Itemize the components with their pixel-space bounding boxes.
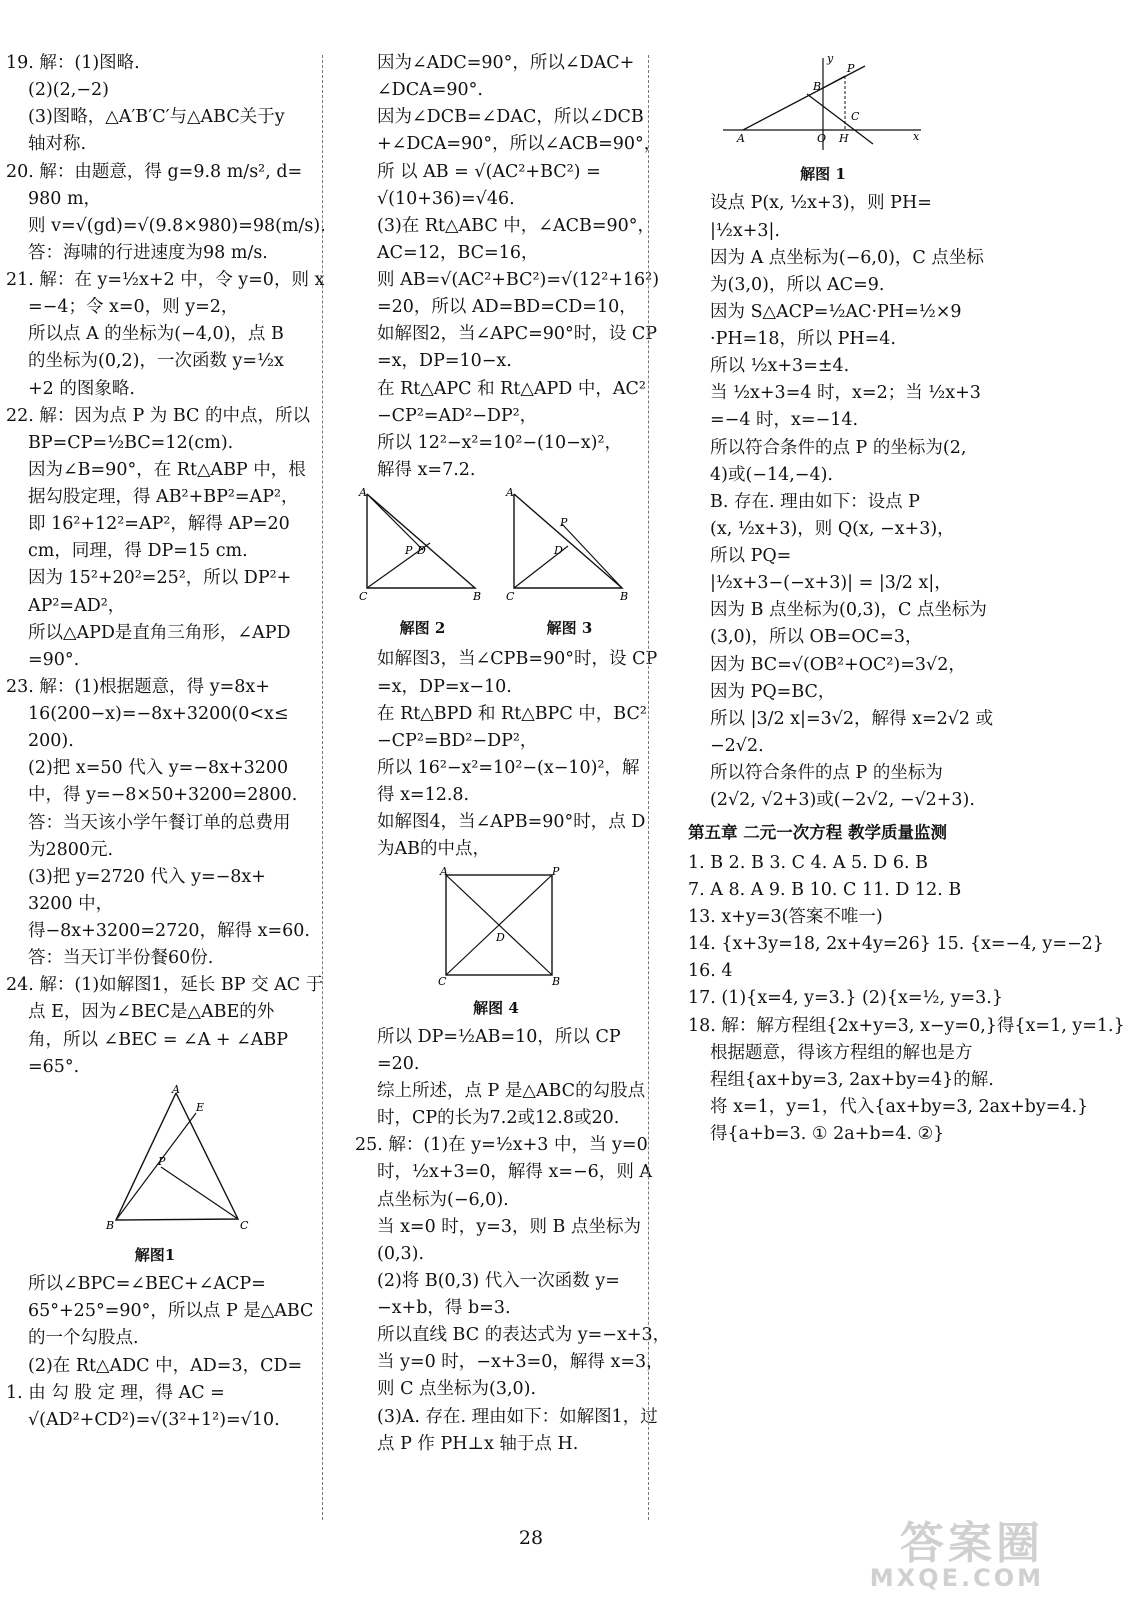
- answer-column-2: [355, 50, 671, 1560]
- text-line: 将 x=1，y=1，代入{ax+by=3, 2ax+by=4.}: [710, 1096, 1089, 1117]
- text-line: 所以 16²−x²=10²−(x−10)²，解: [377, 757, 640, 778]
- text-line: −x+b，得 b=3.: [377, 1298, 511, 1318]
- text-line: 则 C 点坐标为(3,0).: [377, 1379, 537, 1400]
- text-line: cm，同理，得 DP=15 cm.: [28, 541, 248, 562]
- svg-text:B: B: [620, 590, 629, 603]
- text-line: 13. x+y=3(答案不唯一): [688, 907, 883, 928]
- svg-text:D: D: [496, 931, 505, 945]
- text-line: 当 ½x+3=4 时，x=2；当 ½x+3: [710, 383, 981, 404]
- svg-text:P: P: [560, 516, 568, 529]
- svg-text:E: E: [196, 1100, 205, 1114]
- text-line: (2)(2,−2): [28, 80, 109, 101]
- solution-figure-3: [502, 488, 637, 644]
- text-line: 980 m，: [28, 188, 102, 209]
- right-triangle-figure-3: [502, 488, 637, 608]
- figure-caption: 解图 3: [546, 619, 593, 638]
- rectangle-figure-4: [416, 867, 576, 987]
- text-line: 16(200−x)=−8x+3200(0<x≤: [28, 704, 289, 724]
- svg-text:H: H: [839, 132, 849, 145]
- text-line: 4)或(−14,−4).: [710, 464, 833, 485]
- svg-text:C: C: [506, 590, 515, 603]
- watermark-url: MXQE.COM: [869, 1564, 1044, 1592]
- text-line: 的一个勾股点.: [28, 1328, 139, 1349]
- text-line: =−4 时，x=−14.: [710, 410, 859, 431]
- watermark-logo-text: 答案圈: [900, 1518, 1044, 1569]
- svg-text:B: B: [552, 975, 561, 989]
- text-line: 设点 P(x, ½x+3)，则 PH=: [710, 193, 932, 214]
- text-line: 所以 PQ=: [710, 546, 792, 566]
- text-line: √(10+36)=√46.: [377, 188, 515, 209]
- text-line: 为AB的中点，: [377, 839, 490, 860]
- column2-text-continued: [355, 1024, 671, 1458]
- text-line: (3)A. 存在. 理由如下：如解图1，过: [377, 1406, 658, 1427]
- text-line: 答：当天订半份餐60份.: [28, 948, 214, 969]
- text-line: 点 P 作 PH⊥x 轴于点 H.: [377, 1433, 579, 1454]
- chapter-title: 第五章 二元一次方程 教学质量监测: [688, 823, 947, 843]
- svg-text:C: C: [240, 1218, 249, 1232]
- text-line: 所以△APD是直角三角形，∠APD: [28, 622, 291, 643]
- column2-text-middle: [355, 646, 658, 863]
- text-line: |½x+3−(−x+3)| = |3/2 x|，: [710, 573, 952, 594]
- text-line: 所以 12²−x²=10²−(10−x)²，: [377, 432, 622, 453]
- text-line: (2√2, √2+3)或(−2√2, −√2+3).: [710, 790, 975, 811]
- text-line: 14. {x+3y=18, 2x+4y=26} 15. {x=−4, y=−2}: [688, 934, 1104, 955]
- text-line: 所以 DP=½AB=10，所以 CP: [377, 1026, 621, 1047]
- text-line: 所 以 AB = √(AC²+BC²) =: [377, 161, 601, 182]
- svg-text:D: D: [417, 544, 426, 557]
- text-line: (3,0)，所以 OB=OC=3，: [710, 627, 923, 648]
- svg-text:A: A: [440, 865, 448, 879]
- text-line: 中，得 y=−8×50+3200=2800.: [28, 785, 298, 806]
- answer-column-1: [6, 50, 326, 1560]
- text-line: 当 y=0 时，−x+3=0，解得 x=3，: [377, 1352, 664, 1373]
- text-line: (2)把 x=50 代入 y=−8x+3200: [28, 758, 289, 779]
- text-line: (3)把 y=2720 代入 y=−8x+: [28, 866, 266, 887]
- text-line: (x, ½x+3)，则 Q(x, −x+3)，: [710, 518, 955, 539]
- text-line: 因为 A 点坐标为(−6,0)，C 点坐标: [710, 247, 984, 268]
- text-line: B. 存在. 理由如下：设点 P: [710, 491, 920, 512]
- text-line: 当 x=0 时，y=3，则 B 点坐标为: [377, 1216, 641, 1237]
- text-line: 角，所以 ∠BEC = ∠A + ∠ABP: [28, 1029, 289, 1050]
- text-line: 19. 解：(1)图略.: [6, 53, 140, 73]
- text-line: BP=CP=½BC=12(cm).: [28, 432, 234, 453]
- text-line: =90°.: [28, 649, 80, 670]
- svg-text:P: P: [552, 865, 560, 879]
- text-line: 时，CP的长为7.2或12.8或20.: [377, 1108, 620, 1129]
- solution-figure-2: [355, 488, 490, 644]
- text-line: 因为∠ADC=90°，所以∠DAC+: [377, 53, 635, 73]
- text-line: +2 的图象略.: [28, 378, 135, 399]
- solution-figure-1-coordinate: [688, 54, 958, 186]
- text-line: AP²=AD²，: [28, 595, 126, 616]
- svg-text:x: x: [913, 130, 920, 143]
- text-line: (3)在 Rt△ABC 中，∠ACB=90°，: [377, 215, 656, 236]
- text-line: AC=12，BC=16，: [377, 242, 539, 263]
- text-line: 1. 由 勾 股 定 理，得 AC =: [6, 1382, 225, 1403]
- svg-text:y: y: [827, 52, 834, 65]
- text-line: 所以符合条件的点 P 的坐标为(2,: [710, 437, 967, 458]
- svg-text:P: P: [847, 62, 855, 75]
- text-line: 因为 B 点坐标为(0,3)，C 点坐标为: [710, 600, 987, 621]
- text-line: ∠DCA=90°.: [377, 80, 483, 101]
- text-line: 23. 解：(1)根据题意，得 y=8x+: [6, 676, 270, 697]
- text-line: 则 v=√(gd)=√(9.8×980)=98(m/s).: [28, 215, 326, 236]
- text-line: 所以直线 BC 的表达式为 y=−x+3，: [377, 1325, 671, 1346]
- figure-caption: 解图1: [134, 1245, 176, 1264]
- text-line: 即 16²+12²=AP²，解得 AP=20: [28, 514, 290, 535]
- text-line: 17. (1){x=4, y=3.} (2){x=½, y=3.}: [688, 988, 1003, 1009]
- text-line: 为2800元.: [28, 839, 114, 860]
- text-line: −CP²=AD²−DP²，: [377, 405, 538, 426]
- text-line: 因为 15²+20²=25²，所以 DP²+: [28, 568, 292, 589]
- text-line: −CP²=BD²−DP²，: [377, 730, 538, 751]
- svg-text:P: P: [405, 544, 413, 557]
- text-line: 21. 解：在 y=½x+2 中，令 y=0，则 x: [6, 270, 325, 290]
- text-line: 解得 x=7.2.: [377, 459, 476, 480]
- text-line: 根据题意，得该方程组的解也是方: [710, 1042, 973, 1063]
- text-line: (2)在 Rt△ADC 中，AD=3，CD=: [28, 1355, 303, 1376]
- text-line: 7. A 8. A 9. B 10. C 11. D 12. B: [688, 879, 962, 900]
- text-line: 如解图2，当∠APC=90°时，设 CP: [377, 324, 658, 345]
- column-divider: [322, 55, 323, 1520]
- text-line: 得 x=12.8.: [377, 785, 470, 805]
- text-line: 时，½x+3=0，解得 x=−6，则 A: [377, 1162, 653, 1183]
- text-line: 所以∠BPC=∠BEC+∠ACP=: [28, 1274, 266, 1295]
- page-number: 28: [518, 1527, 544, 1549]
- text-line: 答：海啸的行进速度为98 m/s.: [28, 242, 268, 263]
- text-line: 程组{ax+by=3, 2ax+by=4}的解.: [710, 1069, 994, 1090]
- text-line: 则 AB=√(AC²+BC²)=√(12²+16²): [377, 270, 660, 290]
- text-line: =x，DP=10−x.: [377, 351, 512, 372]
- svg-text:B: B: [813, 80, 822, 93]
- figure-caption: 解图 2: [399, 619, 446, 638]
- text-line: 据勾股定理，得 AB²+BP²=AP²，: [28, 487, 299, 507]
- text-line: 所以点 A 的坐标为(−4,0)，点 B: [28, 324, 284, 345]
- column3-text: [688, 190, 994, 814]
- text-line: 所以 ½x+3=±4.: [710, 356, 850, 377]
- text-line: =20，所以 AD=BD=CD=10，: [377, 297, 637, 318]
- column2-text: [355, 50, 662, 484]
- text-line: +∠DCA=90°，所以∠ACB=90°，: [377, 134, 662, 155]
- triangle-abc-figure: [6, 1082, 304, 1235]
- svg-text:P: P: [158, 1154, 166, 1168]
- svg-text:C: C: [438, 975, 447, 989]
- coordinate-plane-figure: [723, 54, 923, 154]
- svg-text:A: A: [172, 1082, 180, 1096]
- text-line: ·PH=18，所以 PH=4.: [710, 329, 896, 349]
- text-line: 得{a+b=3. ① 2a+b=4. ②}: [710, 1124, 945, 1145]
- text-line: 24. 解：(1)如解图1，延长 BP 交 AC 于: [6, 975, 324, 996]
- solution-figure-1-triangle: [6, 1082, 304, 1267]
- text-line: 因为∠B=90°，在 Rt△ABP 中，根: [28, 459, 306, 480]
- figure-caption: 解图 4: [473, 998, 519, 1017]
- text-line: 所以 |3/2 x|=3√2，解得 x=2√2 或: [710, 708, 994, 729]
- svg-text:B: B: [106, 1218, 115, 1232]
- text-line: 22. 解：因为点 P 为 BC 的中点，所以: [6, 405, 310, 426]
- text-line: 因为 S△ACP=½AC·PH=½×9: [710, 301, 962, 322]
- text-line: =65°.: [28, 1056, 80, 1077]
- text-line: 所以符合条件的点 P 的坐标为: [710, 763, 943, 783]
- svg-text:B: B: [473, 590, 482, 603]
- text-line: 的坐标为(0,2)，一次函数 y=½x: [28, 351, 284, 372]
- watermark: [869, 1518, 1044, 1592]
- text-line: 200).: [28, 731, 74, 752]
- text-line: 20. 解：由题意，得 g=9.8 m/s², d=: [6, 161, 303, 182]
- text-line: 如解图3，当∠CPB=90°时，设 CP: [377, 649, 658, 670]
- column1-text-continued: [6, 1271, 314, 1434]
- svg-text:A: A: [359, 486, 367, 499]
- svg-text:O: O: [817, 132, 827, 145]
- column3-text-continued: [688, 850, 1125, 1148]
- svg-text:C: C: [359, 590, 368, 603]
- text-line: 答：当天该小学午餐订单的总费用: [28, 812, 291, 833]
- text-line: 因为 PQ=BC，: [710, 681, 836, 702]
- text-line: 18. 解：解方程组{2x+y=3, x−y=0,}得{x=1, y=1.}: [688, 1015, 1125, 1036]
- text-line: √(AD²+CD²)=√(3²+1²)=√10.: [28, 1409, 280, 1430]
- text-line: 如解图4，当∠APB=90°时，点 D: [377, 812, 646, 833]
- text-line: (0,3).: [377, 1243, 425, 1264]
- text-line: 1. B 2. B 3. C 4. A 5. D 6. B: [688, 852, 929, 873]
- text-line: (3)图略，△A′B′C′与△ABC关于y: [28, 107, 285, 128]
- text-line: =−4；令 x=0，则 y=2，: [28, 297, 239, 318]
- text-line: 25. 解：(1)在 y=½x+3 中，当 y=0: [355, 1135, 648, 1156]
- text-line: 综上所述，点 P 是△ABC的勾股点: [377, 1081, 646, 1101]
- text-line: 16. 4: [688, 961, 733, 982]
- text-line: =20.: [377, 1053, 420, 1074]
- text-line: 在 Rt△APC 和 Rt△APD 中，AC²: [377, 378, 646, 399]
- text-line: |½x+3|.: [710, 220, 780, 241]
- text-line: 因为 BC=√(OB²+OC²)=3√2，: [710, 654, 966, 675]
- solution-figure-4: [355, 867, 637, 1019]
- column1-text: [6, 50, 326, 1081]
- svg-text:C: C: [851, 110, 860, 123]
- text-line: −2√2.: [710, 735, 764, 756]
- svg-text:D: D: [554, 544, 563, 557]
- text-line: 3200 中，: [28, 893, 114, 914]
- text-line: 为(3,0)，所以 AC=9.: [710, 274, 885, 295]
- text-line: 点坐标为(−6,0).: [377, 1189, 509, 1210]
- text-line: (2)将 B(0,3) 代入一次函数 y=: [377, 1270, 620, 1291]
- right-triangle-figure-2: [355, 488, 490, 608]
- text-line: 得−8x+3200=2720，解得 x=60.: [28, 921, 310, 941]
- figure-caption: 解图 1: [800, 165, 846, 184]
- column-divider: [648, 55, 649, 1520]
- text-line: 点 E，因为∠BEC是△ABE的外: [28, 1002, 275, 1023]
- text-line: 因为∠DCB=∠DAC，所以∠DCB: [377, 107, 644, 128]
- text-line: 轴对称.: [28, 134, 87, 155]
- svg-text:A: A: [737, 132, 745, 145]
- solution-figures-2-3: [355, 488, 637, 644]
- svg-text:A: A: [506, 486, 514, 499]
- text-line: =x，DP=x−10.: [377, 676, 512, 697]
- text-line: 65°+25°=90°，所以点 P 是△ABC: [28, 1301, 314, 1322]
- text-line: 在 Rt△BPD 和 Rt△BPC 中，BC²: [377, 703, 647, 724]
